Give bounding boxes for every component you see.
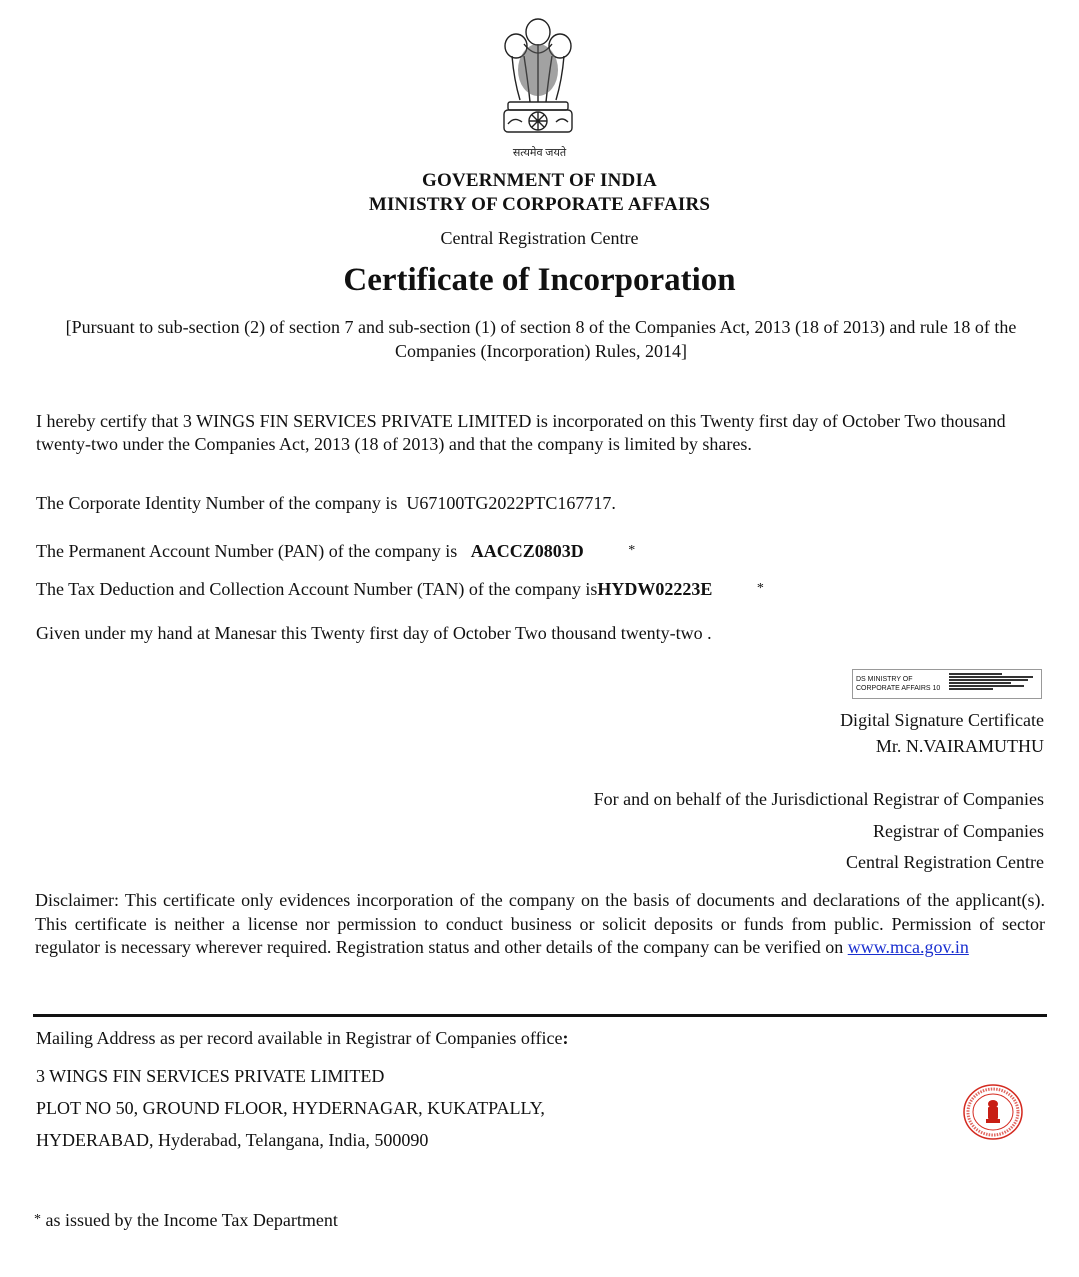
tan-value: HYDW02223E [597, 579, 713, 599]
mailing-heading-colon: : [562, 1028, 569, 1048]
motto-text: सत्यमेव जयते [512, 147, 567, 159]
stamp-line-1: DS MINISTRY OF [856, 676, 913, 683]
government-heading: GOVERNMENT OF INDIA [422, 170, 657, 191]
registrar-office: Central Registration Centre [846, 852, 1044, 872]
signature-label: Digital Signature Certificate [840, 710, 1044, 730]
disclaimer-text: Disclaimer: This certificate only evidences incorporation of the company on the basis of documents and declarations of the applicant(s). This certificate is neither a license nor permission to conduct business or solicit deposits or funds from public. Permission of sector regulator is necessary wherever required. Registration status and other details of the company can be verified on [35, 890, 1045, 957]
pan-line [36, 539, 1046, 563]
mailing-heading [36, 1028, 569, 1049]
digital-signature-stamp [852, 669, 1042, 699]
address-line-3: HYDERABAD, Hyderabad, Telangana, India, 500090 [36, 1130, 429, 1150]
disclaimer [35, 889, 1045, 960]
ministry-heading: MINISTRY OF CORPORATE AFFAIRS [368, 194, 711, 215]
section-divider [33, 1014, 1047, 1017]
footnote [34, 1210, 338, 1231]
stamp-fine-print [949, 672, 1037, 696]
cin-value: U67100TG2022PTC167717. [406, 493, 616, 513]
tan-label: The Tax Deduction and Collection Account Number (TAN) of the company is [36, 579, 598, 599]
behalf-line: For and on behalf of the Jurisdictional Registrar of Companies [593, 789, 1044, 809]
tan-asterisk: * [756, 581, 764, 596]
footnote-asterisk: * [34, 1212, 41, 1227]
signatory-name: Mr. N.VAIRAMUTHU [875, 736, 1044, 756]
cin-label: The Corporate Identity Number of the company is [36, 493, 398, 513]
registrar-role: Registrar of Companies [873, 821, 1044, 841]
pan-label: The Permanent Account Number (PAN) of the company is [36, 541, 458, 561]
mca-website-link[interactable]: www.mca.gov.in [847, 937, 969, 957]
centre-subheading: Central Registration Centre [440, 228, 639, 248]
national-emblem-icon [494, 10, 582, 145]
footnote-text: as issued by the Income Tax Department [41, 1210, 338, 1230]
pursuant-clause: [Pursuant to sub-section (2) of section 7 and sub-section (1) of section 8 of the Companies Act, 2013 (18 of 2013) and rule 18 of the Companies (Incorporation) Rules, 2014] [65, 317, 1017, 361]
cin-line [36, 492, 1046, 515]
given-line: Given under my hand at Manesar this Twenty first day of October Two thousand twenty-two . [36, 623, 712, 643]
tan-line [36, 577, 1046, 601]
address-line-1: 3 WINGS FIN SERVICES PRIVATE LIMITED [36, 1066, 385, 1086]
pan-value: AACCZ0803D [470, 541, 584, 561]
pan-asterisk: * [628, 543, 636, 558]
address-line-2: PLOT NO 50, GROUND FLOOR, HYDERNAGAR, KUKATPALLY, [36, 1098, 545, 1118]
mailing-heading-text: Mailing Address as per record available in Registrar of Companies office [36, 1028, 563, 1048]
page-title: Certificate of Incorporation [343, 262, 736, 298]
certification-paragraph: I hereby certify that 3 WINGS FIN SERVICES PRIVATE LIMITED is incorporated on this Twenty first day of October Two thousand twenty-two under the Companies Act, 2013 (18 of 2013) and that the company is limited by shares. [36, 411, 1006, 454]
registrar-seal-icon [962, 1083, 1024, 1141]
stamp-line-2: CORPORATE AFFAIRS 10 [856, 685, 941, 692]
